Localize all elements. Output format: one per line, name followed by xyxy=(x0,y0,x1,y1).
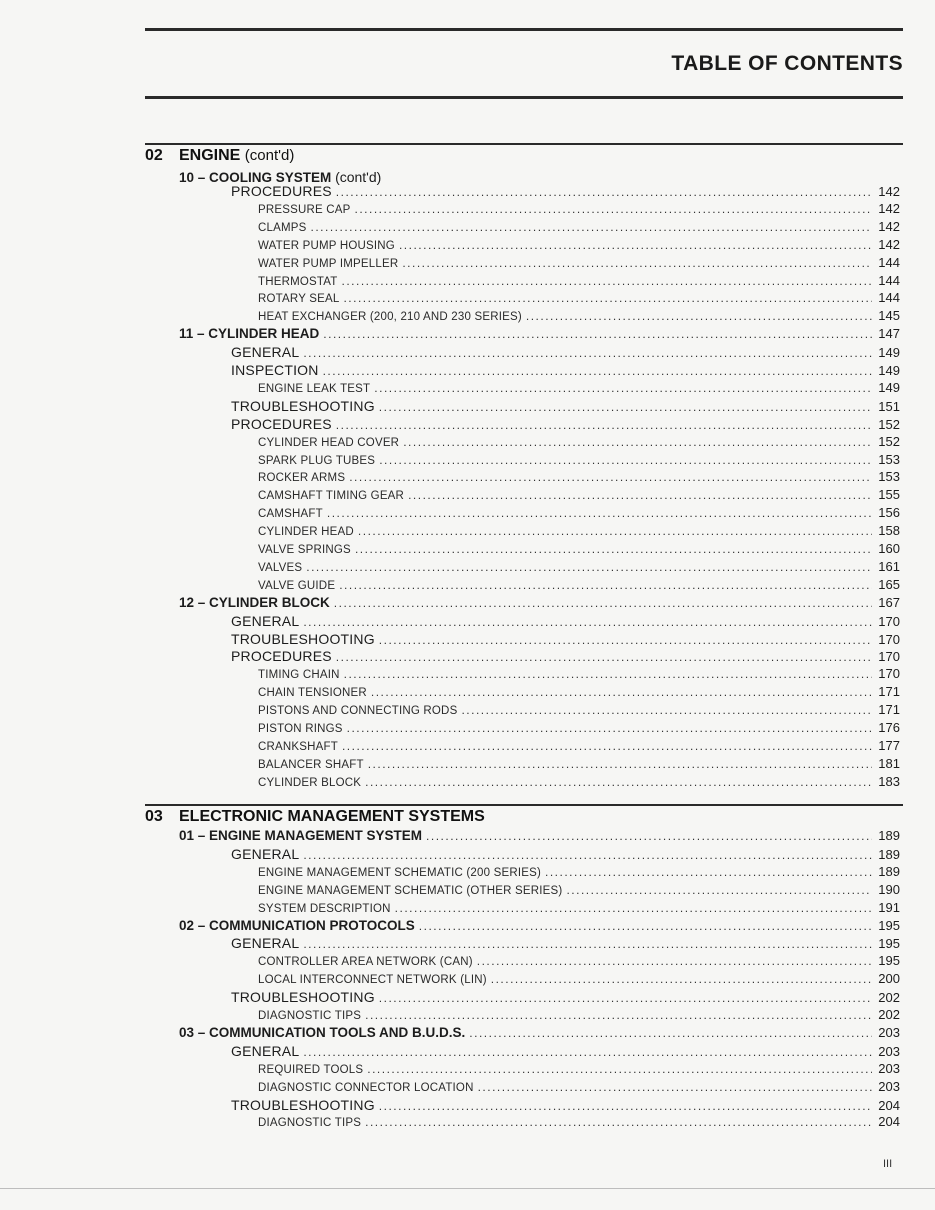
page-edge-line xyxy=(0,1188,935,1189)
toc-subtopic-entry[interactable] xyxy=(258,433,900,451)
toc-page-number: 191 xyxy=(878,899,900,915)
dot-leader xyxy=(306,558,872,576)
dot-leader xyxy=(336,183,872,201)
toc-entry-label: THERMOSTAT xyxy=(258,275,338,288)
toc-subtopic-entry[interactable] xyxy=(258,200,900,218)
toc-entry-label: ROTARY SEAL xyxy=(258,293,340,306)
chapter-continued: (cont'd) xyxy=(335,169,382,185)
dot-leader xyxy=(402,254,872,272)
toc-page-number: 177 xyxy=(878,737,900,753)
toc-entry-label: GENERAL xyxy=(231,612,300,629)
toc-page-number: 152 xyxy=(878,433,900,449)
toc-subtopic-entry[interactable] xyxy=(258,683,900,701)
toc-page-number: 142 xyxy=(878,200,900,216)
toc-subtopic-entry[interactable] xyxy=(258,218,900,236)
toc-page-number: 171 xyxy=(878,702,900,718)
toc-page-number: 142 xyxy=(878,218,900,234)
page-number: III xyxy=(883,1158,893,1170)
toc-subtopic-entry[interactable] xyxy=(258,737,900,755)
dot-leader xyxy=(477,952,872,970)
dot-leader xyxy=(342,272,872,290)
toc-entry-label: SYSTEM DESCRIPTION xyxy=(258,902,391,915)
dot-leader xyxy=(342,737,872,755)
toc-entry-label: CLAMPS xyxy=(258,221,307,234)
toc-entry-label: GENERAL xyxy=(231,344,300,361)
toc-topic-entry[interactable] xyxy=(231,361,900,379)
dot-leader xyxy=(336,648,872,666)
toc-page-number: 170 xyxy=(878,631,900,647)
toc-subtopic-entry[interactable] xyxy=(258,451,900,469)
toc-entry-label: ENGINE MANAGEMENT SCHEMATIC (OTHER SERIES) xyxy=(258,884,563,897)
dot-leader xyxy=(323,362,872,380)
toc-entry-label: GENERAL xyxy=(231,1042,300,1059)
section-header xyxy=(145,808,485,826)
toc-page-number: 155 xyxy=(878,487,900,503)
toc-entry-label: CHAIN TENSIONER xyxy=(258,687,367,700)
toc-page-number: 156 xyxy=(878,505,900,521)
toc-entry-label: PRESSURE CAP xyxy=(258,203,351,216)
dot-leader xyxy=(426,827,872,845)
toc-page-number: 170 xyxy=(878,649,900,665)
toc-entry-label: DIAGNOSTIC TIPS xyxy=(258,1010,362,1022)
toc-entry-label: TROUBLESHOOTING xyxy=(231,1096,375,1113)
dot-leader xyxy=(349,468,872,486)
dot-leader xyxy=(566,881,872,899)
toc-page-number: 149 xyxy=(878,379,900,395)
toc-page-number: 195 xyxy=(878,953,900,969)
toc-subtopic-entry[interactable] xyxy=(258,1060,900,1078)
dot-leader xyxy=(347,719,872,737)
toc-entry-label: 12 – CYLINDER BLOCK xyxy=(179,594,330,610)
toc-page-number: 204 xyxy=(878,1114,900,1130)
dot-leader xyxy=(379,451,872,469)
toc-topic-entry[interactable] xyxy=(231,845,900,863)
toc-entry-label: TROUBLESHOOTING xyxy=(231,989,375,1006)
toc-page-number: 153 xyxy=(878,451,900,467)
toc-subtopic-entry[interactable] xyxy=(258,755,900,773)
toc-topic-entry[interactable] xyxy=(231,934,900,952)
toc-entry-label: CYLINDER HEAD COVER xyxy=(258,436,400,449)
toc-subtopic-entry[interactable] xyxy=(258,1006,900,1024)
toc-page-number: 204 xyxy=(878,1097,900,1113)
section-divider xyxy=(145,804,903,806)
toc-page-number: 151 xyxy=(878,398,900,414)
toc-page-number: 202 xyxy=(878,990,900,1006)
toc-subtopic-entry[interactable] xyxy=(258,522,900,540)
toc-page-number: 181 xyxy=(878,755,900,771)
toc-page-number: 203 xyxy=(878,1078,900,1094)
toc-entry-label: TROUBLESHOOTING xyxy=(231,397,375,414)
toc-subtopic-entry[interactable] xyxy=(258,1078,900,1096)
dot-leader xyxy=(303,935,872,953)
toc-page-number: 160 xyxy=(878,541,900,556)
toc-subtopic-entry[interactable] xyxy=(258,970,900,988)
dot-leader xyxy=(327,504,872,522)
dot-leader xyxy=(303,344,872,362)
dot-leader xyxy=(395,899,872,917)
toc-entry-label: CONTROLLER AREA NETWORK (CAN) xyxy=(258,956,473,969)
toc-subtopic-entry[interactable] xyxy=(258,254,900,272)
toc-page-number: 153 xyxy=(878,469,900,485)
toc-entry-label: HEAT EXCHANGER (200, 210 AND 230 SERIES) xyxy=(258,311,522,324)
toc-topic-entry[interactable] xyxy=(231,630,900,648)
dot-leader xyxy=(365,1006,872,1024)
toc-subtopic-entry[interactable] xyxy=(258,665,900,683)
toc-subtopic-entry[interactable] xyxy=(258,576,900,594)
toc-page-number: 176 xyxy=(878,720,900,735)
toc-page-number: 171 xyxy=(878,684,900,700)
toc-entry-label: TIMING CHAIN xyxy=(258,669,340,682)
toc-page-number: 190 xyxy=(878,881,900,897)
toc-topic-entry[interactable] xyxy=(231,988,900,1006)
toc-chapter-entry[interactable] xyxy=(179,827,900,845)
dot-leader xyxy=(303,846,872,864)
toc-topic-entry[interactable] xyxy=(231,612,900,630)
dot-leader xyxy=(526,307,872,325)
toc-entry-label: GENERAL xyxy=(231,935,300,952)
dot-leader xyxy=(419,917,872,935)
section-title: ENGINE xyxy=(179,147,241,164)
toc-page-number: 195 xyxy=(878,936,900,952)
toc-page-number: 203 xyxy=(878,1043,900,1059)
toc-entry-label: PROCEDURES xyxy=(231,415,332,432)
dot-leader xyxy=(323,325,872,343)
dot-leader xyxy=(403,433,872,451)
dot-leader xyxy=(303,613,872,631)
toc-entry-label: ENGINE LEAK TEST xyxy=(258,382,371,395)
toc-entry-label: INSPECTION xyxy=(231,362,319,378)
dot-leader xyxy=(336,416,872,434)
toc-topic-entry[interactable] xyxy=(231,182,900,200)
dot-leader xyxy=(311,218,873,236)
dot-leader xyxy=(344,665,872,683)
toc-page-number: 161 xyxy=(878,558,900,574)
header-bottom-rule xyxy=(145,96,903,99)
toc-subtopic-entry[interactable] xyxy=(258,558,900,576)
dot-leader xyxy=(469,1024,872,1042)
toc-subtopic-entry[interactable] xyxy=(258,1113,900,1131)
dot-leader xyxy=(379,989,872,1007)
dot-leader xyxy=(303,1043,872,1061)
toc-page-number: 203 xyxy=(878,1024,900,1040)
section-number: 02 xyxy=(145,147,163,164)
toc-subtopic-entry[interactable] xyxy=(258,899,900,917)
toc-chapter-entry[interactable] xyxy=(179,1024,900,1042)
toc-page-number: 158 xyxy=(878,523,900,539)
toc-subtopic-entry[interactable] xyxy=(258,952,900,970)
dot-leader xyxy=(365,773,872,791)
toc-entry-label: DIAGNOSTIC CONNECTOR LOCATION xyxy=(258,1081,474,1094)
toc-subtopic-entry[interactable] xyxy=(258,379,900,397)
toc-entry-label: VALVES xyxy=(258,561,303,574)
toc-page-number: 142 xyxy=(878,184,900,199)
toc-entry-label: 02 – COMMUNICATION PROTOCOLS xyxy=(179,917,415,933)
toc-subtopic-entry[interactable] xyxy=(258,773,900,791)
toc-entry-label: CRANKSHAFT xyxy=(258,740,338,753)
toc-page-number: 167 xyxy=(878,594,900,610)
page-title: TABLE OF CONTENTS xyxy=(671,52,903,75)
toc-page-number: 165 xyxy=(878,576,900,592)
toc-page-number: 202 xyxy=(878,1007,900,1022)
toc-entry-label: LOCAL INTERCONNECT NETWORK (LIN) xyxy=(258,974,487,987)
dot-leader xyxy=(365,1113,872,1131)
toc-page-number: 170 xyxy=(878,666,900,682)
dot-leader xyxy=(379,1097,872,1115)
toc-page-number: 170 xyxy=(878,613,900,629)
section-title: ELECTRONIC MANAGEMENT SYSTEMS xyxy=(179,808,485,825)
dot-leader xyxy=(367,1060,872,1078)
toc-entry-label: PISTON RINGS xyxy=(258,723,343,735)
toc-chapter-entry[interactable] xyxy=(179,917,900,935)
toc-page-number: 142 xyxy=(878,236,900,252)
toc-entry-label: VALVE GUIDE xyxy=(258,579,336,592)
section-continued: (cont'd) xyxy=(244,147,295,164)
toc-entry-label: 03 – COMMUNICATION TOOLS AND B.U.D.S. xyxy=(179,1024,466,1040)
toc-subtopic-entry[interactable] xyxy=(258,701,900,719)
toc-entry-label: WATER PUMP IMPELLER xyxy=(258,257,399,270)
toc-entry-label: VALVE SPRINGS xyxy=(258,544,351,556)
toc-entry-label: CYLINDER HEAD xyxy=(258,526,354,539)
toc-subtopic-entry[interactable] xyxy=(258,272,900,290)
toc-page-number: 147 xyxy=(878,326,900,342)
toc-page-number: 144 xyxy=(878,254,900,270)
dot-leader xyxy=(491,970,872,988)
toc-entry-label: ENGINE MANAGEMENT SCHEMATIC (200 SERIES) xyxy=(258,866,541,879)
dot-leader xyxy=(478,1078,872,1096)
toc-page-number: 189 xyxy=(878,863,900,879)
dot-leader xyxy=(374,379,872,397)
toc-entry-label: 01 – ENGINE MANAGEMENT SYSTEM xyxy=(179,828,423,843)
toc-entry-label: CAMSHAFT TIMING GEAR xyxy=(258,490,405,503)
toc-entry-label: PROCEDURES xyxy=(231,648,332,665)
toc-page-number: 149 xyxy=(878,345,900,361)
dot-leader xyxy=(461,701,872,719)
toc-topic-entry[interactable] xyxy=(231,1096,900,1114)
dot-leader xyxy=(339,576,872,594)
toc-chapter-entry[interactable] xyxy=(179,325,900,343)
toc-entry-label: DIAGNOSTIC TIPS xyxy=(258,1117,362,1130)
dot-leader xyxy=(371,683,872,701)
toc-topic-entry[interactable] xyxy=(231,397,900,415)
dot-leader xyxy=(368,755,872,773)
dot-leader xyxy=(379,631,872,649)
toc-topic-entry[interactable] xyxy=(231,415,900,433)
toc-subtopic-entry[interactable] xyxy=(258,540,900,558)
dot-leader xyxy=(379,398,872,416)
section-number: 03 xyxy=(145,808,163,825)
toc-subtopic-entry[interactable] xyxy=(258,881,900,899)
header-top-rule xyxy=(145,28,903,31)
toc-entry-label: GENERAL xyxy=(231,845,300,862)
toc-page-number: 144 xyxy=(878,272,900,288)
toc-entry-label: BALANCER SHAFT xyxy=(258,758,364,771)
toc-subtopic-entry[interactable] xyxy=(258,307,900,325)
toc-page-number: 203 xyxy=(878,1060,900,1076)
toc-subtopic-entry[interactable] xyxy=(258,504,900,522)
section-divider xyxy=(145,143,903,145)
dot-leader xyxy=(545,863,872,881)
toc-entry-label: PROCEDURES xyxy=(231,183,332,199)
toc-page-number: 144 xyxy=(878,290,900,306)
toc-chapter-entry[interactable] xyxy=(179,594,900,612)
dot-leader xyxy=(358,522,872,540)
toc-page-number: 145 xyxy=(878,308,900,324)
section-header xyxy=(145,147,294,165)
dot-leader xyxy=(355,540,872,558)
chapter-title: 10 – COOLING SYSTEM xyxy=(179,170,332,185)
toc-subtopic-entry[interactable] xyxy=(258,719,900,737)
toc-subtopic-entry[interactable] xyxy=(258,863,900,881)
toc-subtopic-entry[interactable] xyxy=(258,289,900,307)
toc-page-number: 149 xyxy=(878,363,900,378)
toc-entry-label: TROUBLESHOOTING xyxy=(231,630,375,647)
toc-entry-label: CAMSHAFT xyxy=(258,508,323,521)
toc-page-number: 200 xyxy=(878,971,900,987)
toc-page-number: 189 xyxy=(878,828,900,843)
toc-subtopic-entry[interactable] xyxy=(258,468,900,486)
toc-page-number: 183 xyxy=(878,773,900,789)
toc-entry-label: 11 – CYLINDER HEAD xyxy=(179,326,320,342)
toc-entry-label: SPARK PLUG TUBES xyxy=(258,454,376,467)
toc-page-number: 152 xyxy=(878,416,900,432)
toc-entry-label: ROCKER ARMS xyxy=(258,472,346,485)
toc-entry-label: REQUIRED TOOLS xyxy=(258,1063,364,1076)
dot-leader xyxy=(334,594,872,612)
dot-leader xyxy=(343,289,872,307)
toc-topic-entry[interactable] xyxy=(231,647,900,665)
toc-subtopic-entry[interactable] xyxy=(258,486,900,504)
toc-entry-label: PISTONS AND CONNECTING RODS xyxy=(258,705,458,718)
dot-leader xyxy=(355,200,872,218)
toc-subtopic-entry[interactable] xyxy=(258,236,900,254)
toc-topic-entry[interactable] xyxy=(231,343,900,361)
toc-topic-entry[interactable] xyxy=(231,1042,900,1060)
dot-leader xyxy=(408,486,872,504)
toc-page-number: 189 xyxy=(878,846,900,862)
toc-page-number: 195 xyxy=(878,917,900,933)
dot-leader xyxy=(399,236,872,254)
toc-entry-label: WATER PUMP HOUSING xyxy=(258,239,395,252)
toc-entry-label: CYLINDER BLOCK xyxy=(258,776,362,789)
